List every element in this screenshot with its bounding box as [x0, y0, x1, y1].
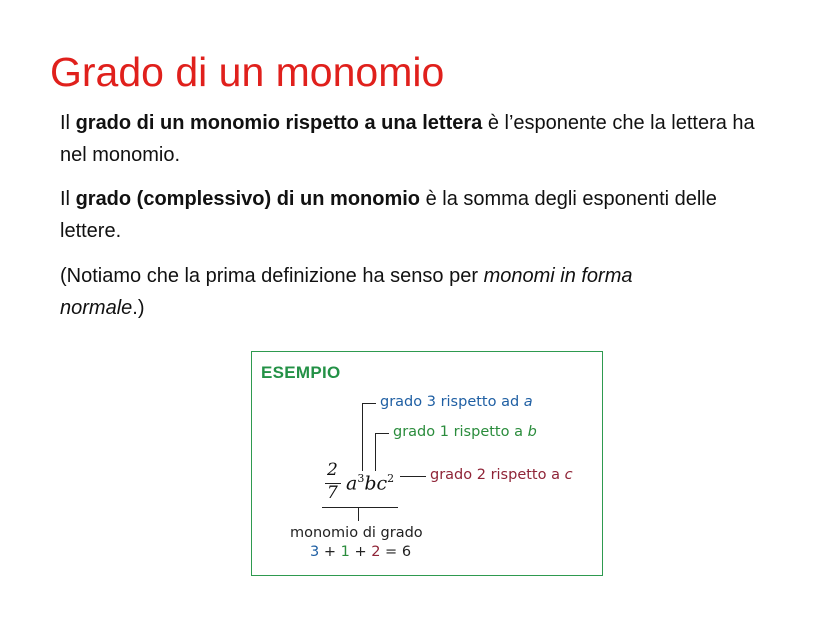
bracket-b-vertical: [375, 433, 376, 471]
total-underline: [322, 507, 398, 508]
label-degree-a: grado 3 rispetto ad a: [380, 394, 533, 410]
note-suffix: .): [132, 297, 145, 319]
example-box: [251, 351, 603, 576]
total-degree-sum: 3 + 1 + 2 = 6: [310, 544, 412, 560]
note-paragraph: [60, 260, 780, 324]
def1-prefix: Il: [60, 112, 76, 134]
note-italic-2: normale: [60, 297, 133, 319]
def2-prefix: Il: [60, 188, 76, 210]
def2-suffix: è la somma degli esponenti delle lettere.: [60, 188, 717, 242]
fraction-denominator: 7: [327, 483, 338, 503]
fraction-numerator: 2: [327, 460, 338, 480]
def2-bold-term: grado (complessivo) di un monomio: [75, 188, 421, 210]
example-heading: ESEMPIO: [261, 363, 341, 382]
page-title: Grado di un monomio: [50, 49, 445, 95]
bracket-b-horizontal: [375, 433, 389, 434]
label-degree-b: grado 1 rispetto a b: [393, 424, 537, 440]
note-prefix: (Notiamo che la prima definizione ha senso per: [60, 265, 484, 287]
note-italic-1: monomi in forma: [483, 265, 633, 287]
total-degree-label: monomio di grado: [290, 525, 423, 541]
monomial-variables: $a^3bc^2$: [346, 472, 395, 495]
label-degree-c: grado 2 rispetto a c: [430, 467, 573, 483]
def1-bold-term: grado di un monomio rispetto a una lettera: [75, 112, 483, 134]
definition-total-degree: [60, 183, 780, 247]
bracket-a-horizontal: [362, 403, 376, 404]
connector-c: [400, 476, 426, 477]
bracket-a-vertical: [362, 403, 363, 471]
total-tick: [358, 507, 359, 521]
definition-degree-per-letter: [60, 107, 780, 171]
def1-suffix: è l’esponente che la lettera ha nel monomio.: [60, 112, 755, 166]
